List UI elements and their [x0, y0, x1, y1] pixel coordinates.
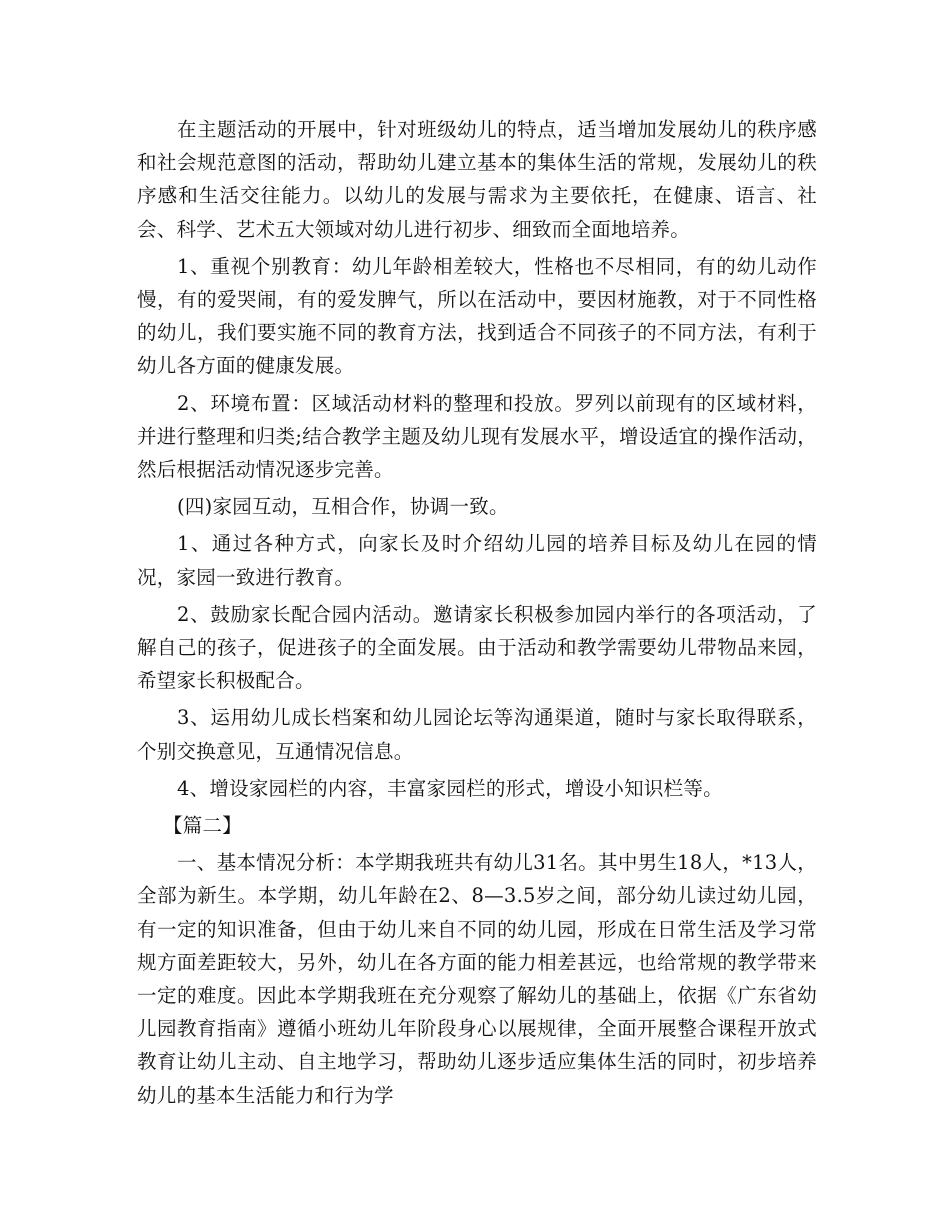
document-body — [137, 113, 817, 1116]
paragraph-environment-layout: 2、环境布置：区域活动材料的整理和投放。罗列以前现有的区域材料，并进行整理和归类;结合教学主题及幼儿现有发展水平，增设适宜的操作活动，然后根据活动情况逐步完善。 — [137, 391, 817, 482]
paragraph-theme-activities: 在主题活动的开展中，针对班级幼儿的特点，适当增加发展幼儿的秩序感和社会规范意图的活动，帮助幼儿建立基本的集体生活的常规，发展幼儿的秩序感和生活交往能力。以幼儿的发展与需求为主要依托，在健康、语言、社会、科学、艺术五大领域对幼儿进行初步、细致而全面地培养。 — [137, 118, 817, 241]
paragraph-home-board: 4、增设家园栏的内容，丰富家园栏的形式，增设小知识栏等。 — [177, 776, 723, 800]
paragraph-inform-parents: 1、通过各种方式，向家长及时介绍幼儿园的培养目标及幼儿在园的情况，家园一致进行教育。 — [137, 532, 817, 589]
section-heading: 【篇二】 — [163, 814, 243, 838]
paragraph-individual-education: 1、重视个别教育：幼儿年龄相差较大，性格也不尽相同，有的幼儿动作慢，有的爱哭闹，有的爱发脾气，所以在活动中，要因材施教，对于不同性格的幼儿，我们要实施不同的教育方法，找到适合不同孩子的不同方法，有利于幼儿各方面的健康发展。 — [137, 254, 817, 378]
paragraph-growth-archive: 3、运用幼儿成长档案和幼儿园论坛等沟通渠道，随时与家长取得联系，个别交换意见，互通情况信息。 — [137, 706, 817, 763]
paragraph-encourage-parents: 2、鼓励家长配合园内活动。邀请家长积极参加园内举行的各项活动，了解自己的孩子，促进孩子的全面发展。由于活动和教学需要幼儿带物品来园，希望家长积极配合。 — [137, 602, 817, 693]
paragraph-home-school-interaction: (四)家园互动，互相合作，协调一致。 — [177, 495, 509, 519]
paragraph-basic-situation: 一、基本情况分析：本学期我班共有幼儿31名。其中男生18人，*13人，全部为新生。本学期，幼儿年龄在2、8—3.5岁之间，部分幼儿读过幼儿园，有一定的知识准备，但由于幼儿来自不同的幼儿园，形成在日常生活及学习常规方面差距较大，另外，幼儿在各方面的能力相差甚远，也给常规的教学带来一定的难度。因此本学期我班在充分观察了解幼儿的基础上，依据《广东省幼儿园教育指南》遵循小班幼儿年阶段身心以展规律，全面开展整合课程开放式教育让幼儿主动、自主地学习，帮助幼儿逐步适应集体生活的同时，初步培养幼儿的基本生活能力和行为学 — [137, 851, 817, 1107]
